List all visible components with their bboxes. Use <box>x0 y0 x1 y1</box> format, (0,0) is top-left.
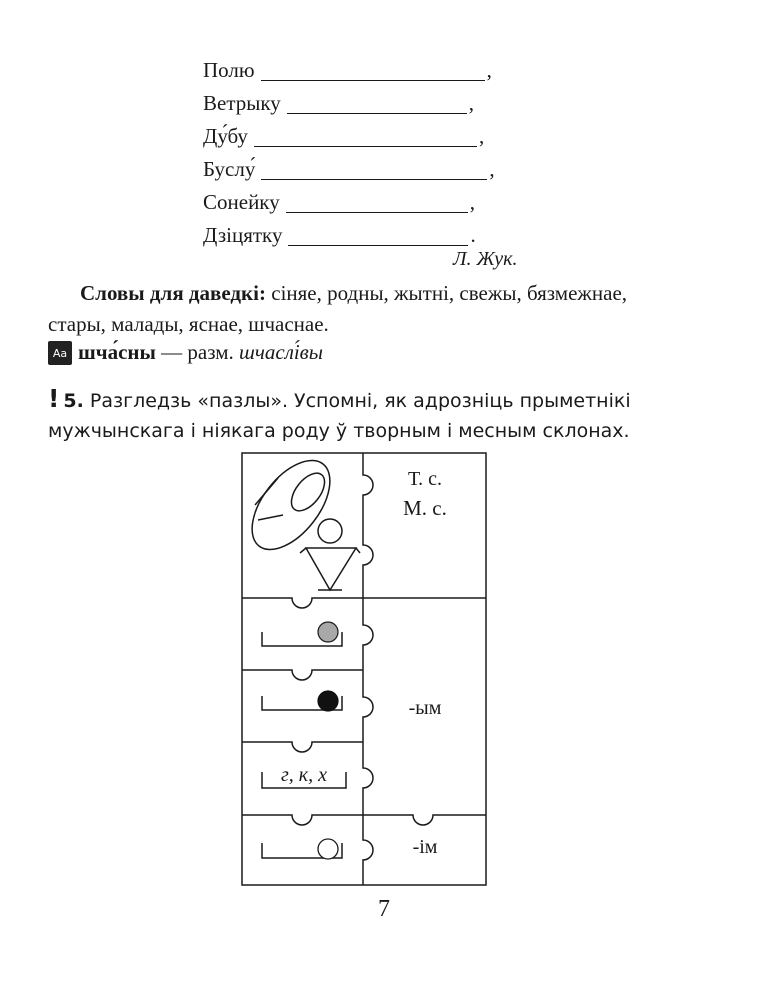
person-arm <box>300 548 306 553</box>
book-line <box>255 478 278 505</box>
reference-label: Словы для даведкі: <box>80 281 266 305</box>
soft-consonant-dot <box>318 622 338 642</box>
poem-word: Буслу́ <box>203 157 256 181</box>
poem-punct: , <box>468 91 475 115</box>
poem-word: Ду́бу <box>203 124 248 148</box>
puzzle-edge <box>242 742 363 752</box>
person-arm <box>356 548 360 553</box>
reference-list-2: стары, малады, яснае, шчаснае. <box>48 312 329 336</box>
poem-punct: , <box>478 124 485 148</box>
ending-circle <box>318 839 338 859</box>
puzzle-frame <box>242 453 486 885</box>
task-text: Разгледзь «пазлы». Успомні, як адрознiць прыметнікі мужчынскага і ніякага роду ў творным і месным склонах. <box>48 390 631 442</box>
poem-word: Сонейку <box>203 190 280 214</box>
page-number: 7 <box>378 896 390 922</box>
poem-punct: , <box>489 157 495 181</box>
poem-punct: . <box>470 223 476 247</box>
puzzle-divider <box>363 453 373 885</box>
attention-icon: ! <box>48 384 60 413</box>
case-label-locative: М. с. <box>403 496 447 520</box>
ending-im: -ім <box>412 836 438 858</box>
poem-author: Л. Жук. <box>453 248 518 270</box>
puzzle-edge <box>242 670 363 680</box>
ending-ym: -ым <box>408 697 442 719</box>
puzzle-edge <box>242 598 363 608</box>
poem-word: Дзіцятку <box>203 223 283 247</box>
consonants-label: г, к, х <box>280 764 328 786</box>
dictionary-synonym: шчаслі́вы <box>239 339 324 364</box>
task-number: 5. <box>63 390 84 412</box>
book-line <box>258 515 283 520</box>
puzzle-edge <box>363 815 486 825</box>
person-body <box>306 548 356 590</box>
reference-list-1: сіняе, родны, жытні, свежы, бязмежнае, <box>266 281 628 305</box>
poem-word: Полю <box>203 58 255 82</box>
poem-punct: , <box>486 58 492 82</box>
dictionary-icon: Aa <box>48 341 72 365</box>
book-inner <box>285 467 331 516</box>
poem-punct: , <box>469 190 475 214</box>
dictionary-word: шча́сны <box>78 339 156 364</box>
puzzle-edge <box>242 815 363 825</box>
dictionary-dash: — разм. <box>155 339 239 364</box>
poem-word: Ветрыку <box>203 91 281 115</box>
person-head <box>318 519 342 543</box>
case-label-instrumental: Т. с. <box>407 468 443 490</box>
hard-consonant-dot <box>318 691 338 711</box>
